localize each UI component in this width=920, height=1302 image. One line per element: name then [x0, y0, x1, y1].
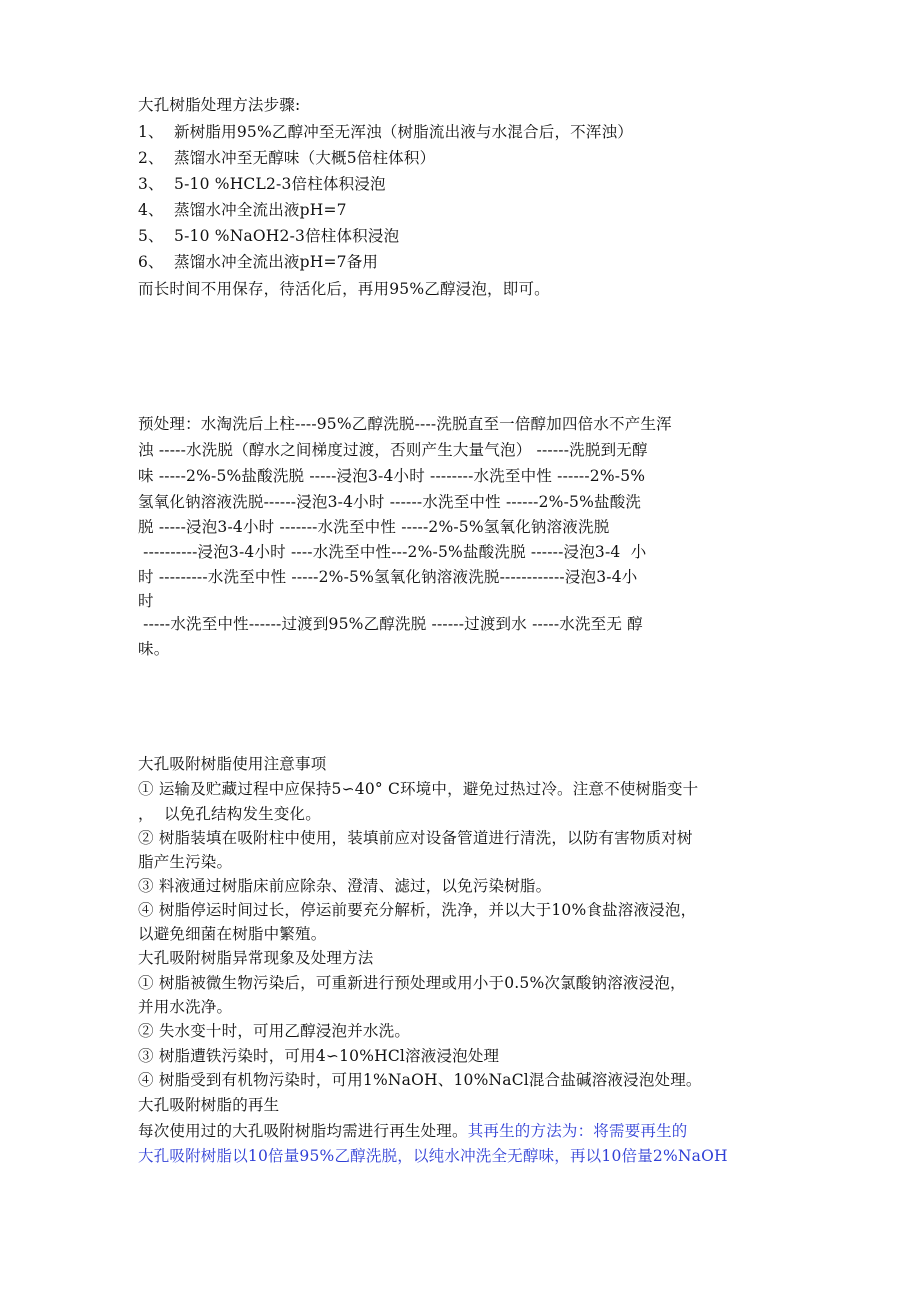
anomalies-heading: 大孔吸附树脂异常现象及处理方法: [138, 949, 374, 967]
anomaly-line: 并用水洗净。: [138, 998, 233, 1016]
pretreatment-line: 预处理：水淘洗后上柱----95%乙醇洗脱----洗脱直至一倍醇加四倍水不产生浑: [138, 415, 672, 433]
regeneration-paragraph-line1: [138, 1119, 688, 1143]
pretreatment-line: 氢氧化钠溶液洗脱------浸泡3-4小时 ------水洗至中性 ------2%-5%盐酸洗: [138, 493, 642, 511]
precaution-line: 脂产生污染。: [138, 853, 233, 871]
anomaly-line: ② 失水变十时，可用乙醇浸泡并水洗。: [138, 1022, 411, 1040]
pretreatment-line: 时 ---------水洗至中性 -----2%-5%氢氧化钠溶液洗脱------------浸泡3-4小: [138, 568, 638, 586]
storage-note: 而长时间不用保存，待活化后，再用95%乙醇浸泡，即可。: [138, 280, 550, 298]
step-3: 3、 5-10 %HCL2-3倍柱体积浸泡: [138, 175, 386, 193]
anomaly-line: ③ 树脂遭铁污染时，可用4∽10%HCl溶液浸泡处理: [138, 1047, 500, 1065]
step-4: 4、 蒸馏水冲全流出液pH=7: [138, 201, 347, 219]
anomaly-line: ④ 树脂受到有机物污染时，可用1%NaOH、10%NaCl混合盐碱溶液浸泡处理。: [138, 1071, 702, 1089]
precaution-line: ， 以免孔结构发生变化。: [138, 805, 321, 823]
regeneration-heading: 大孔吸附树脂的再生: [138, 1096, 280, 1114]
precaution-line: ④ 树脂停运时间过长，停运前要充分解析，洗净，并以大于10%食盐溶液浸泡，: [138, 901, 697, 919]
step-6: 6、 蒸馏水冲全流出液pH=7备用: [138, 253, 379, 271]
precaution-line: ① 运输及贮藏过程中应保持5∽40° C环境中，避免过热过冷。注意不使树脂变十: [138, 780, 699, 798]
precaution-line: 以避免细菌在树脂中繁殖。: [138, 925, 327, 943]
pretreatment-line: ----------浸泡3-4小时 ----水洗至中性---2%-5%盐酸洗脱 ------浸泡3-4 小: [138, 543, 647, 561]
regeneration-method-highlight: 其再生的方法为：将需要再生的: [467, 1122, 688, 1140]
precautions-heading: 大孔吸附树脂使用注意事项: [138, 755, 327, 773]
pretreatment-line: 时: [138, 592, 154, 610]
pretreatment-line: 浊 -----水洗脱（醇水之间梯度过渡，否则产生大量气泡） ------洗脱到无醇: [138, 441, 648, 459]
precaution-line: ③ 料液通过树脂床前应除杂、澄清、滤过，以免污染树脂。: [138, 877, 552, 895]
pretreatment-line: 味。: [138, 640, 170, 658]
pretreatment-line: 脱 -----浸泡3-4小时 -------水洗至中性 -----2%-5%氢氧化钠溶液洗脱: [138, 518, 610, 536]
anomaly-line: ① 树脂被微生物污染后，可重新进行预处理或用小于0.5%次氯酸钠溶液浸泡，: [138, 974, 686, 992]
step-2: 2、 蒸馏水冲至无醇味（大概5倍柱体积）: [138, 149, 436, 167]
section1-title: 大孔树脂处理方法步骤:: [138, 96, 301, 114]
precaution-line: ② 树脂装填在吸附柱中使用，装填前应对设备管道进行清洗，以防有害物质对树: [138, 829, 693, 847]
step-1: 1、 新树脂用95%乙醇冲至无浑浊（树脂流出液与水混合后，不浑浊）: [138, 123, 633, 141]
pretreatment-line: -----水洗至中性------过渡到95%乙醇洗脱 ------过渡到水 -----水洗至无 醇: [138, 615, 643, 633]
regeneration-paragraph-line2: 大孔吸附树脂以10倍量95%乙醇洗脱，以纯水冲洗全无醇味，再以10倍量2%NaOH: [138, 1147, 728, 1165]
pretreatment-line: 味 -----2%-5%盐酸洗脱 -----浸泡3-4小时 --------水洗至中性 ------2%-5%: [138, 467, 646, 485]
regeneration-intro: 每次使用过的大孔吸附树脂均需进行再生处理。: [138, 1122, 468, 1140]
step-5: 5、 5-10 %NaOH2-3倍柱体积浸泡: [138, 227, 400, 245]
